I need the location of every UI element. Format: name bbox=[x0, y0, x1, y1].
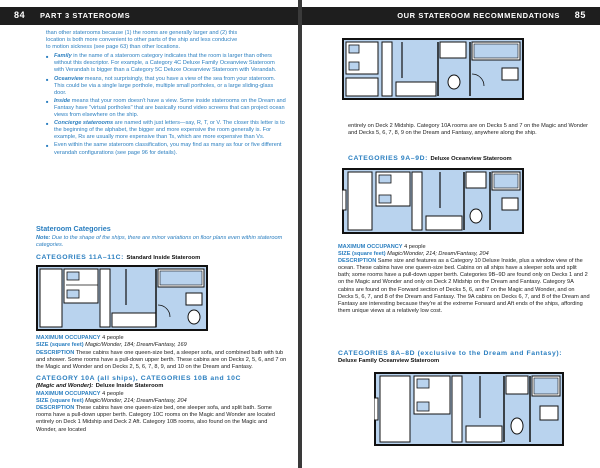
cat9-size: SIZE (square feet) Magic/Wonder, 214; Dream/Fantasy, 204 bbox=[338, 251, 489, 258]
cat11-size: SIZE (square feet) Magic/Wonder, 184; Dream/Fantasy, 169 bbox=[36, 342, 187, 349]
bullet-inside: ■ Inside means that your room doesn't have a view. Some inside staterooms on the Dream and Fantasy have "virtual portholes" that are basically round video screens that can project ocean views from elsewhere on the ship. bbox=[46, 98, 286, 119]
bullet-verandah: ■ Even within the same stateroom classification, you may find as many as four or five different verandah configurations (see page 96 for details). bbox=[46, 142, 286, 156]
left-page-number: 84 bbox=[14, 10, 26, 20]
right-cat9-column bbox=[348, 155, 590, 163]
right-running-header bbox=[302, 7, 600, 25]
category-9-heading: CATEGORIES 9A–9D: Deluxe Oceanview Stateroom bbox=[348, 155, 512, 162]
right-cat8-column bbox=[338, 350, 590, 365]
intro-line: than other staterooms because (1) the rooms are generally larger and (2) this bbox=[46, 30, 238, 36]
cat9-description: DESCRIPTION Same size and features as a Category 10 Deluxe Inside, plus a window view of the ocean. These cabins have one queen-size bed. Cabins on all ships have a sleeper sofa and split bath; some rooms have a pull-down upper berth. Categories 9B–9D are found only on Decks 1 and 2 on the Magic and Wonder and only on Deck 2 Midship on the Dream and Fantasy. Category 9A cabins are found on the Forward section of Decks 5, 6, and 7 on the Magic and Wonder, and on Decks 5, 6, 7, and 8 of the Dream and Fantasy. The 9A cabins on Decks 6, 7, and 8 of the Dream and Fantasy are interesting because they're at the extreme Forward and Aft ends of the ships, affording them unique views at a relatively low cost. bbox=[338, 258, 590, 314]
right-page-number: 85 bbox=[574, 10, 586, 20]
right-page bbox=[302, 0, 600, 468]
left-categories-column bbox=[36, 218, 288, 434]
category-8-heading: CATEGORIES 8A–8D (exclusive to the Dream and Fantasy): bbox=[338, 350, 563, 357]
stateroom-categories-heading: Stateroom Categories bbox=[36, 224, 111, 233]
cat10-size: SIZE (square feet) Magic/Wonder, 214; Dream/Fantasy, 204 bbox=[36, 398, 187, 405]
intro-line: location is both more convenient to other parts of the ship and less conducive bbox=[46, 37, 238, 44]
right-running-head-title: OUR STATEROOM RECOMMENDATIONS bbox=[397, 11, 560, 20]
bullet-concierge: ■ Concierge staterooms are named with just letters—say, R, T, or V. The closer this letter is to the beginning of the alphabet, the bigger and more expensive the room generally is. For example, Rs are usually more expensive than Ts, which are more expensive than Vs. bbox=[46, 120, 286, 141]
cat11-description: DESCRIPTION These cabins have one queen-size bed, a sleeper sofa, and combined bath with tub and shower. Some rooms have a pull-down upper berth. These cabins are on Decks 2, 5, 6, and 7 on the Magic and Wonder and on Decks 2, 5, 6, 7, 8, 9, and 10 on the Dream and Fantasy. bbox=[36, 349, 287, 370]
left-running-header bbox=[0, 7, 298, 25]
bullet-family: ■ Family in the name of a stateroom category indicates that the room is larger than others without this descriptor. For example, a Category 4C Deluxe Family Oceanview Stateroom with Verandah is bigger than a Category 5C Deluxe Oceanview Stateroom with Verandah. bbox=[46, 53, 286, 74]
left-intro-bullets bbox=[46, 30, 286, 158]
floorplan-note: Note: Due to the shape of the ships, there are minor variations on floor plans even within stateroom categories. bbox=[36, 235, 283, 249]
floorplan-10a-10c bbox=[342, 38, 524, 100]
category-10-heading: CATEGORY 10A (all ships), CATEGORIES 10B and 10C bbox=[36, 374, 242, 382]
intro-line: to motion sickness (see page 63) than other locations. bbox=[46, 44, 181, 51]
right-cat9-details bbox=[338, 244, 590, 315]
cat10-description: DESCRIPTION These cabins have one queen-size bed, one sleeper sofa, and split bath. Some rooms have a pull-down upper berth. Category 10C rooms on the Magic and Wonder are located entirely on Deck 1 Midship and Deck 2 Aft. Category 10B rooms, also found on the Magic and Wonder, are located bbox=[36, 405, 276, 433]
category-11-heading: CATEGORIES 11A–11C: Standard Inside Stateroom bbox=[36, 254, 201, 262]
floorplan-11a-11c bbox=[36, 265, 208, 331]
cat10-occupancy: MAXIMUM OCCUPANCY 4 people bbox=[36, 391, 124, 398]
cat9-occupancy: MAXIMUM OCCUPANCY 4 people bbox=[338, 244, 426, 250]
bullet-oceanview: ■ Oceanview means, not surprisingly, that you have a view of the sea from your stateroom. This could be via a single large porthole, multiple small portholes, or a large sliding-glass door. bbox=[46, 76, 286, 97]
category-10-subheading: (Magic and Wonder): Deluxe Inside Stateroom bbox=[36, 382, 164, 389]
cat11-occupancy: MAXIMUM OCCUPANCY 4 people bbox=[36, 335, 124, 342]
category-8-subheading: Deluxe Family Oceanview Stateroom bbox=[338, 358, 440, 365]
cat10-description-continued: entirely on Deck 2 Midship. Category 10A rooms are on Decks 5 and 7 on the Magic and Wonder and Decks 5, 6, 7, 8, 9 on the Dream and Fantasy, anywhere along the ship. bbox=[348, 123, 588, 137]
right-continuation bbox=[348, 123, 590, 137]
left-page bbox=[0, 0, 298, 468]
floorplan-8a-8d bbox=[374, 372, 564, 446]
floorplan-9a-9d bbox=[342, 168, 524, 234]
left-running-head-title: PART 3 STATEROOMS bbox=[40, 11, 131, 20]
